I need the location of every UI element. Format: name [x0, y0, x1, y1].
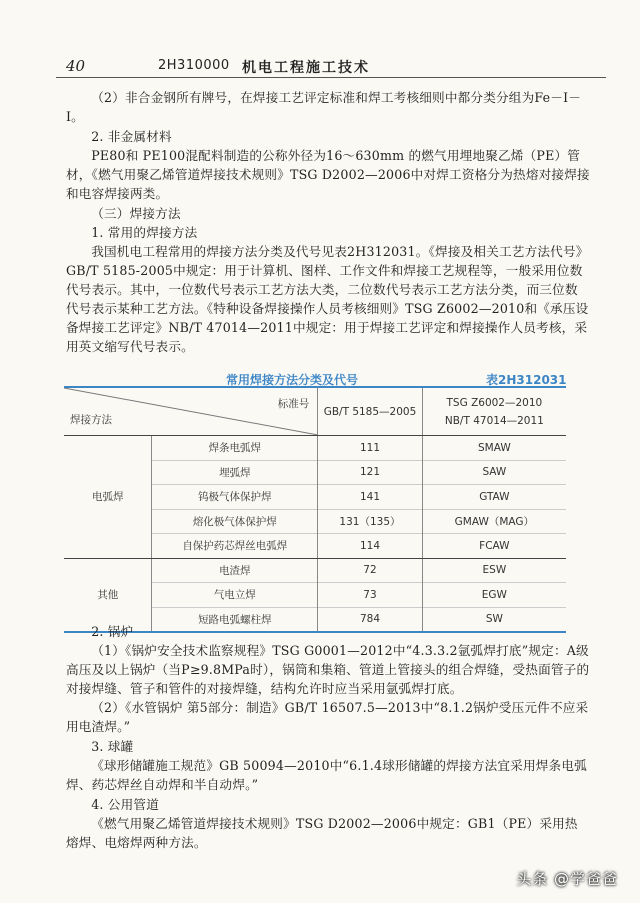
tsg-code: GTAW	[422, 485, 566, 510]
group-name: 其他	[97, 589, 119, 602]
tsg-code: EGW	[422, 583, 566, 608]
group-name: 电弧焊	[64, 436, 152, 559]
page-header	[56, 54, 616, 78]
paragraph-boiler-electroslag: （2）《水管锅炉 第5部分：制造》GB/T 16507.5—2013中“8.1.2锅炉受压元件不应采用电渣焊。”	[66, 700, 589, 734]
watermark: 头条 @学爸爸	[516, 870, 618, 888]
gbt-code: 111	[318, 436, 423, 461]
chapter-code: 2H310000	[158, 58, 230, 73]
heading-public-pipeline: 4. 公用管道	[91, 797, 159, 812]
heading-welding-methods: （三）焊接方法	[91, 206, 181, 221]
gbt-code: 131（135）	[318, 509, 423, 534]
method-name: 电渣焊	[152, 558, 318, 583]
tsg-code: FCAW	[422, 534, 566, 559]
paragraph-public-pipeline: 《燃气用聚乙烯管道焊接技术规则》TSG D2002—2006中规定：GB1（PE）采用热熔焊、电熔焊两种方法。	[66, 816, 578, 850]
method-label: 焊接方法	[70, 414, 112, 426]
gbt-code: 72	[318, 558, 423, 583]
table-title: 常用焊接方法分类及代号	[226, 373, 359, 387]
method-name: 埋弧焊	[152, 460, 318, 485]
method-name: 自保护药芯焊丝电弧焊	[152, 534, 318, 559]
gbt-code: 114	[318, 534, 423, 559]
header-tsg	[422, 387, 566, 436]
page-number: 40	[66, 57, 86, 75]
gbt-code: 121	[318, 460, 423, 485]
header-tsg-line2: NB/T 47014—2011	[444, 414, 544, 427]
heading-common-methods: 1. 常用的焊接方法	[91, 225, 198, 240]
tsg-code: SMAW	[422, 436, 566, 461]
paragraph-boiler-argon: （1）《锅炉安全技术监察规程》TSG G0001—2012中“4.3.3.2氩弧焊打底”规定：A级高压及以上锅炉（当P≥9.8MPa时），锅筒和集箱、管道上管接头的组合焊缝，受热面管子的对接焊缝、管子和管件的对接焊缝，结构允许时应当采用氩弧焊打底。	[66, 643, 590, 696]
table-row	[64, 436, 566, 461]
table-number: 表2H312031	[486, 373, 567, 387]
welding-method-table	[64, 386, 566, 633]
method-name: 焊条电弧焊	[152, 436, 318, 461]
tsg-code: GMAW（MAG）	[422, 509, 566, 534]
tsg-code: SAW	[422, 460, 566, 485]
method-name: 气电立焊	[152, 583, 318, 608]
header-gbt: GB/T 5185—2005	[318, 387, 423, 436]
header-diagonal-cell	[64, 387, 318, 436]
gbt-code: 784	[318, 607, 423, 632]
paragraph-alloy-grades: （2）非合金钢所有牌号，在焊接工艺评定标准和焊工考核细则中都分类分组为Fe－Ⅰ－Ⅰ。	[66, 90, 582, 124]
header-tsg-line1: TSG Z6002—2010	[446, 396, 543, 409]
method-name: 钨极气体保护焊	[152, 485, 318, 510]
method-name: 熔化极气体保护焊	[152, 509, 318, 534]
heading-boiler: 2. 锅炉	[91, 624, 134, 639]
tsg-code: ESW	[422, 558, 566, 583]
heading-nonmetal: 2. 非金属材料	[91, 129, 172, 144]
header-rule	[56, 77, 606, 78]
gbt-code: 73	[318, 583, 423, 608]
table-row	[64, 558, 566, 583]
paragraph-spherical-tank: 《球形储罐施工规范》GB 50094—2010中“6.1.4球形储罐的焊接方法宜采用焊条电弧焊、药芯焊丝自动焊和半自动焊。”	[66, 758, 587, 792]
table-header-row	[64, 387, 566, 436]
paragraph-method-codes: 我国机电工程常用的焊接方法分类及代号见表2H312031。《焊接及相关工艺方法代号》GB/T 5185-2005中规定：用于计算机、图样、工作文件和焊接工艺规程等，一般采用位数代号表示。其中，一位数代号表示工艺方法大类，二位数代号表示工艺方法分类，而三位数代号表示某种工艺方法。《特种设备焊接操作人员考核细则》TSG Z6002—2010和《承压设备焊接工艺评定》NB/T 47014—2011中规定：用于焊接工艺评定和焊接操作人员考核，采用英文缩写代号表示。	[66, 244, 589, 354]
book-title: 机电工程施工技术	[242, 60, 370, 76]
paragraph-pe-pipe: PE80和 PE100混配料制造的公称外径为16～630mm 的燃气用埋地聚乙烯（PE）管材，《燃气用聚乙烯管道焊接技术规则》TSG D2002—2006中对焊工资格分为热熔对接焊接和电容焊接两类。	[66, 148, 590, 201]
gbt-code: 141	[318, 485, 423, 510]
tsg-code: SW	[422, 607, 566, 632]
standard-label: 标准号	[277, 398, 310, 410]
heading-spherical-tank: 3. 球罐	[91, 739, 134, 754]
method-name: 短路电弧螺柱焊	[152, 607, 318, 632]
